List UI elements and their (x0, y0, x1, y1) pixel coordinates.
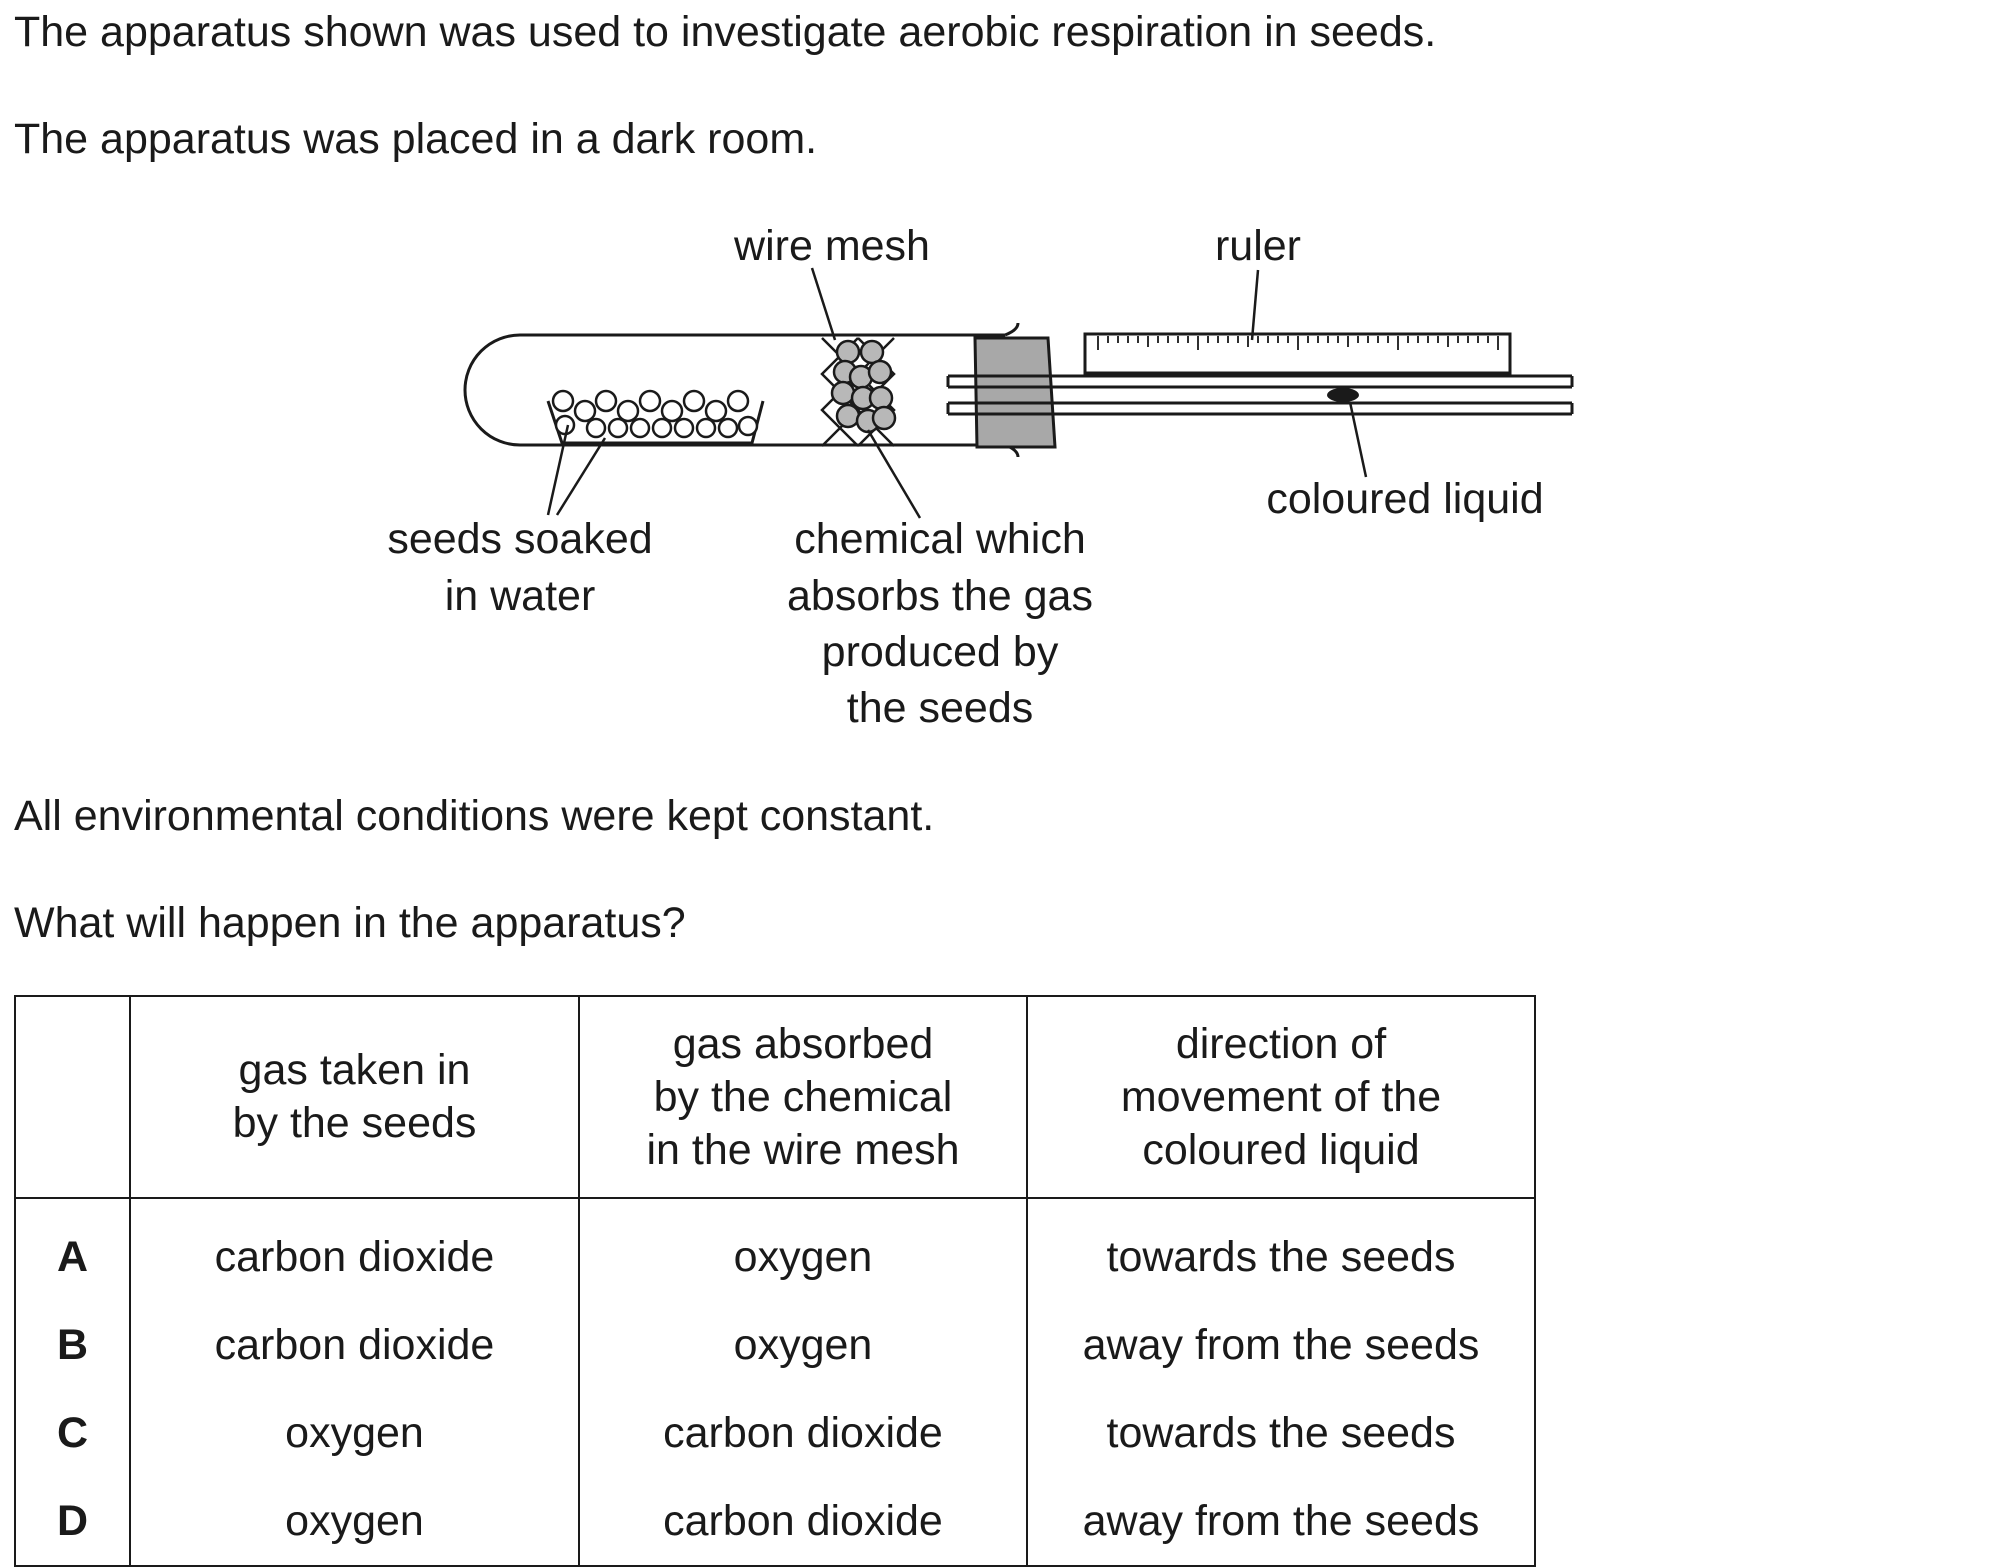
cell-gas-taken-in: carbon dioxide (130, 1198, 579, 1301)
wire-mesh (822, 338, 895, 446)
option-row-c[interactable] (15, 1389, 1535, 1477)
label-chemical-line-2: absorbs the gas (787, 572, 1093, 620)
label-chemical-line-3: produced by (821, 628, 1059, 676)
apparatus-diagram (0, 0, 2001, 760)
header-direction: direction of movement of the coloured liquid (1027, 996, 1535, 1198)
leader-seeds-2 (557, 438, 605, 515)
label-chemical-line-4: the seeds (846, 684, 1034, 732)
header-gas-taken-in: gas taken in by the seeds (130, 996, 579, 1198)
header-gas-absorbed: gas absorbed by the chemical in the wire mesh (579, 996, 1027, 1198)
cell-direction: towards the seeds (1027, 1389, 1535, 1477)
cell-gas-taken-in: carbon dioxide (130, 1301, 579, 1389)
option-letter: B (15, 1301, 130, 1389)
option-row-a[interactable] (15, 1198, 1535, 1301)
leader-wire-mesh (812, 268, 835, 340)
label-seeds-line-1: seeds soaked (387, 515, 653, 563)
label-seeds-line-2: in water (444, 572, 596, 620)
label-wire-mesh: wire mesh (734, 222, 930, 270)
seed-dish (548, 391, 763, 443)
cell-gas-absorbed: oxygen (579, 1301, 1027, 1389)
cell-direction: away from the seeds (1027, 1477, 1535, 1566)
label-chemical-line-1: chemical which (794, 515, 1086, 563)
option-row-b[interactable] (15, 1301, 1535, 1389)
cell-gas-absorbed: carbon dioxide (579, 1389, 1027, 1477)
cell-gas-absorbed: oxygen (579, 1198, 1027, 1301)
question-line: What will happen in the apparatus? (14, 899, 686, 947)
intro-line-1: The apparatus shown was used to investigate aerobic respiration in seeds. (14, 8, 1437, 56)
stopper (975, 338, 1055, 447)
cell-direction: towards the seeds (1027, 1198, 1535, 1301)
option-letter: D (15, 1477, 130, 1566)
option-letter: A (15, 1198, 130, 1301)
coloured-liquid-drop (1327, 388, 1359, 402)
cell-gas-absorbed: carbon dioxide (579, 1477, 1027, 1566)
option-letter: C (15, 1389, 130, 1477)
intro-line-2: The apparatus was placed in a dark room. (14, 115, 818, 163)
cell-gas-taken-in: oxygen (130, 1477, 579, 1566)
options-table (14, 995, 1536, 1567)
label-coloured-liquid: coloured liquid (1266, 475, 1544, 523)
table-header-row (15, 996, 1535, 1198)
label-ruler: ruler (1214, 222, 1302, 270)
cell-direction: away from the seeds (1027, 1301, 1535, 1389)
constant-conditions-line: All environmental conditions were kept constant. (14, 792, 935, 840)
header-cell-blank (15, 996, 130, 1198)
cell-gas-taken-in: oxygen (130, 1389, 579, 1477)
leader-ruler (1252, 270, 1258, 340)
leader-chemical (868, 430, 920, 518)
